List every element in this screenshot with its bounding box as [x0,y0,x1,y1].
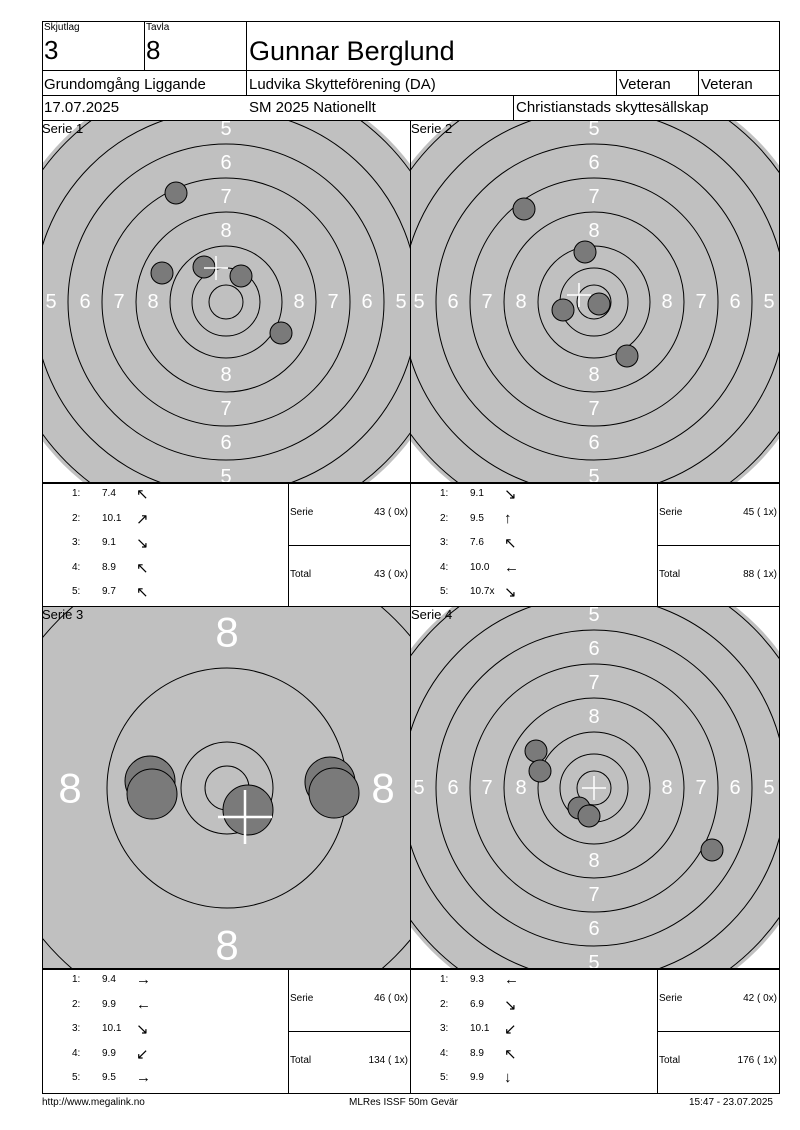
shot-direction-arrow-icon: ↙ [504,1021,517,1038]
total-label: Total [659,1055,681,1066]
footer-program: MLRes ISSF 50m Gevär [349,1097,458,1108]
shot-score: 10.1 [470,1023,490,1034]
ring-number: 8 [515,777,527,799]
results-serie-4 [410,969,780,1094]
shot-mark [525,740,547,762]
ring-number: 8 [58,764,82,812]
ring-number: 6 [447,291,459,313]
shot-score: 9.9 [102,1047,116,1059]
shot-score: 6.9 [470,998,484,1010]
ring-number: 5 [588,607,600,626]
shot-score: 9.4 [102,974,116,985]
divider [288,1031,411,1032]
serie-label: Serie [659,507,683,518]
ring-number: 5 [395,291,407,313]
shot-number: 1: [72,488,81,499]
shot-mark [574,241,596,263]
divider [657,1031,780,1032]
divider [288,545,411,546]
shot-mark [309,768,359,818]
ring-number: 7 [588,672,600,694]
ring-number: 8 [588,850,600,872]
serie-4-title: Serie 4 [411,607,453,622]
total-label: Total [290,569,312,580]
shot-score: 10.1 [102,1023,122,1034]
shot-number: 4: [440,1047,449,1059]
ring-number: 6 [220,152,232,174]
shot-number: 4: [72,561,81,573]
shot-direction-arrow-icon: → [136,1069,151,1086]
ring-number: 6 [588,638,600,660]
divider [410,483,780,484]
ring-number: 7 [695,777,707,799]
serie-3-title: Serie 3 [42,607,84,622]
divider [42,969,411,970]
shot-number: 4: [72,1047,81,1059]
divider [42,95,780,96]
ring-number: 7 [588,884,600,906]
ring-number: 8 [371,764,395,812]
shot-number: 3: [440,1023,449,1034]
ring-number: 8 [588,706,600,728]
ring-number: 6 [588,152,600,174]
ring-number: 8 [147,291,159,313]
shot-number: 4: [440,561,449,573]
shot-score: 9.1 [102,537,116,548]
ring-number: 8 [588,220,600,242]
date: 17.07.2025 [44,99,120,116]
shot-direction-arrow-icon: ↖ [136,486,149,503]
results-serie-1 [42,483,411,606]
shot-direction-arrow-icon: ↖ [504,1045,517,1063]
total-label: Total [290,1055,312,1066]
target-serie-3 [42,606,411,969]
ring-number: 8 [515,291,527,313]
ring-number: 8 [220,220,232,242]
divider [513,95,514,121]
ring-number: 8 [661,777,673,799]
shot-number: 1: [440,488,449,499]
serie-score: 43 ( 0x) [374,507,408,518]
shot-number: 3: [72,1023,81,1034]
footer-url[interactable]: http://www.megalink.no [42,1097,145,1108]
shot-direction-arrow-icon: ↘ [136,1021,149,1038]
shot-direction-arrow-icon: ↗ [136,510,149,528]
target-svg [411,121,779,482]
target-svg [411,607,779,968]
target-serie-1 [42,120,411,483]
ring-number: 5 [763,777,775,799]
ring-number: 6 [361,291,373,313]
ring-number: 8 [293,291,305,313]
total-label: Total [659,569,681,580]
shot-number: 5: [440,1072,449,1083]
shot-mark [529,760,551,782]
ring-number: 7 [220,186,232,208]
total-score: 176 ( 1x) [737,1055,777,1066]
divider [410,969,780,970]
tavla-value: 8 [146,35,161,65]
divider [616,70,617,96]
shot-mark [588,293,610,315]
shot-number: 1: [72,974,81,985]
shot-direction-arrow-icon: ↘ [136,535,149,552]
shot-number: 2: [72,998,81,1010]
ring-number: 6 [79,291,91,313]
event-name: Grundomgång Liggande [44,76,206,93]
ring-number: 5 [588,466,600,482]
ring-number: 6 [588,432,600,454]
serie-label: Serie [290,507,314,518]
shot-score: 10.0 [470,561,490,573]
shot-direction-arrow-icon: ← [504,558,519,576]
shot-number: 5: [440,586,449,597]
shot-score: 8.9 [470,1047,484,1059]
ring-number: 6 [729,291,741,313]
results-serie-2 [410,483,780,606]
ring-number: 5 [220,466,232,482]
shot-mark [552,299,574,321]
serie-score: 42 ( 0x) [743,993,777,1004]
divider [42,483,411,484]
club-name: Ludvika Skytteförening (DA) [249,76,436,93]
ring-number: 8 [215,608,239,656]
ring-number: 7 [481,291,493,313]
shot-number: 5: [72,586,81,597]
shot-number: 2: [72,512,81,524]
ring-number: 8 [661,291,673,313]
shot-mark [223,785,273,835]
ring-number: 6 [447,777,459,799]
ring-number: 6 [588,918,600,940]
shot-score: 7.4 [102,488,116,499]
tavla-label: Tavla [146,22,170,33]
ring-number: 6 [729,777,741,799]
total-score: 134 ( 1x) [368,1055,408,1066]
ring-number: 5 [220,121,232,140]
shot-direction-arrow-icon: ↖ [136,559,149,577]
serie-1-title: Serie 1 [42,121,84,136]
ring-number: 8 [588,364,600,386]
class-2: Veteran [701,76,753,93]
shooter-name: Gunnar Berglund [249,36,455,66]
serie-label: Serie [659,993,683,1004]
target-serie-4 [410,606,780,969]
ring-number: 7 [588,398,600,420]
shot-mark [578,805,600,827]
ring-number: 7 [588,186,600,208]
ring-number: 7 [695,291,707,313]
serie-score: 46 ( 0x) [374,993,408,1004]
shot-score: 9.3 [470,974,484,985]
ring-number: 7 [220,398,232,420]
skjutlag-label: Skjutlag [44,22,80,33]
shot-mark [230,265,252,287]
shot-mark [616,345,638,367]
divider [144,21,145,70]
ring-number: 5 [45,291,57,313]
skjutlag-value: 3 [44,35,59,65]
shot-number: 1: [440,974,449,985]
serie-score: 45 ( 1x) [743,507,777,518]
shot-score: 9.7 [102,586,116,597]
shot-score: 7.6 [470,537,484,548]
shot-mark [151,262,173,284]
shot-direction-arrow-icon: ↘ [504,584,517,601]
ring-number: 7 [113,291,125,313]
class-1: Veteran [619,76,671,93]
shot-score: 9.1 [470,488,484,499]
shot-mark [701,839,723,861]
shot-number: 2: [440,512,449,524]
divider [246,21,247,96]
shot-score: 9.9 [102,998,116,1010]
shot-direction-arrow-icon: ↘ [504,996,517,1014]
shot-direction-arrow-icon: ↙ [136,1045,149,1063]
ring-number: 8 [215,921,239,968]
target-svg [43,121,410,482]
divider [42,70,780,71]
shot-number: 3: [72,537,81,548]
shot-score: 9.5 [102,1072,116,1083]
shot-score: 10.7x [470,586,495,597]
results-serie-3 [42,969,411,1094]
shot-direction-arrow-icon: ↓ [504,1069,512,1086]
shot-direction-arrow-icon: ← [136,995,151,1013]
shot-score: 10.1 [102,512,122,524]
ring-number: 5 [413,291,425,313]
shot-number: 2: [440,998,449,1010]
shot-direction-arrow-icon: ↘ [504,486,517,503]
shot-number: 3: [440,537,449,548]
serie-2-title: Serie 2 [411,121,453,136]
competition: SM 2025 Nationellt [249,99,376,116]
target-black-area [43,121,410,482]
shot-score: 8.9 [102,561,116,573]
shot-direction-arrow-icon: ↖ [136,584,149,601]
shot-score: 9.5 [470,512,484,524]
ring-number: 5 [588,121,600,140]
total-score: 43 ( 0x) [374,569,408,580]
footer-timestamp: 15:47 - 23.07.2025 [689,1097,773,1108]
shot-direction-arrow-icon: ↑ [504,509,512,527]
shot-direction-arrow-icon: ← [504,971,519,988]
ring-number: 5 [763,291,775,313]
shot-mark [270,322,292,344]
ring-number: 7 [481,777,493,799]
divider [698,70,699,96]
total-score: 88 ( 1x) [743,569,777,580]
ring-number: 6 [220,432,232,454]
shot-mark [513,198,535,220]
ring-number: 5 [588,952,600,968]
shot-number: 5: [72,1072,81,1083]
shot-direction-arrow-icon: ↖ [504,535,517,552]
divider [657,545,780,546]
shot-mark [127,769,177,819]
organizer: Christianstads skyttesällskap [516,99,709,116]
target-svg [43,607,410,968]
target-serie-2 [410,120,780,483]
shot-direction-arrow-icon: → [136,971,151,988]
ring-number: 8 [220,364,232,386]
serie-label: Serie [290,993,314,1004]
ring-number: 5 [413,777,425,799]
ring-number: 7 [327,291,339,313]
shot-mark [193,256,215,278]
shot-score: 9.9 [470,1072,484,1083]
shot-mark [165,182,187,204]
